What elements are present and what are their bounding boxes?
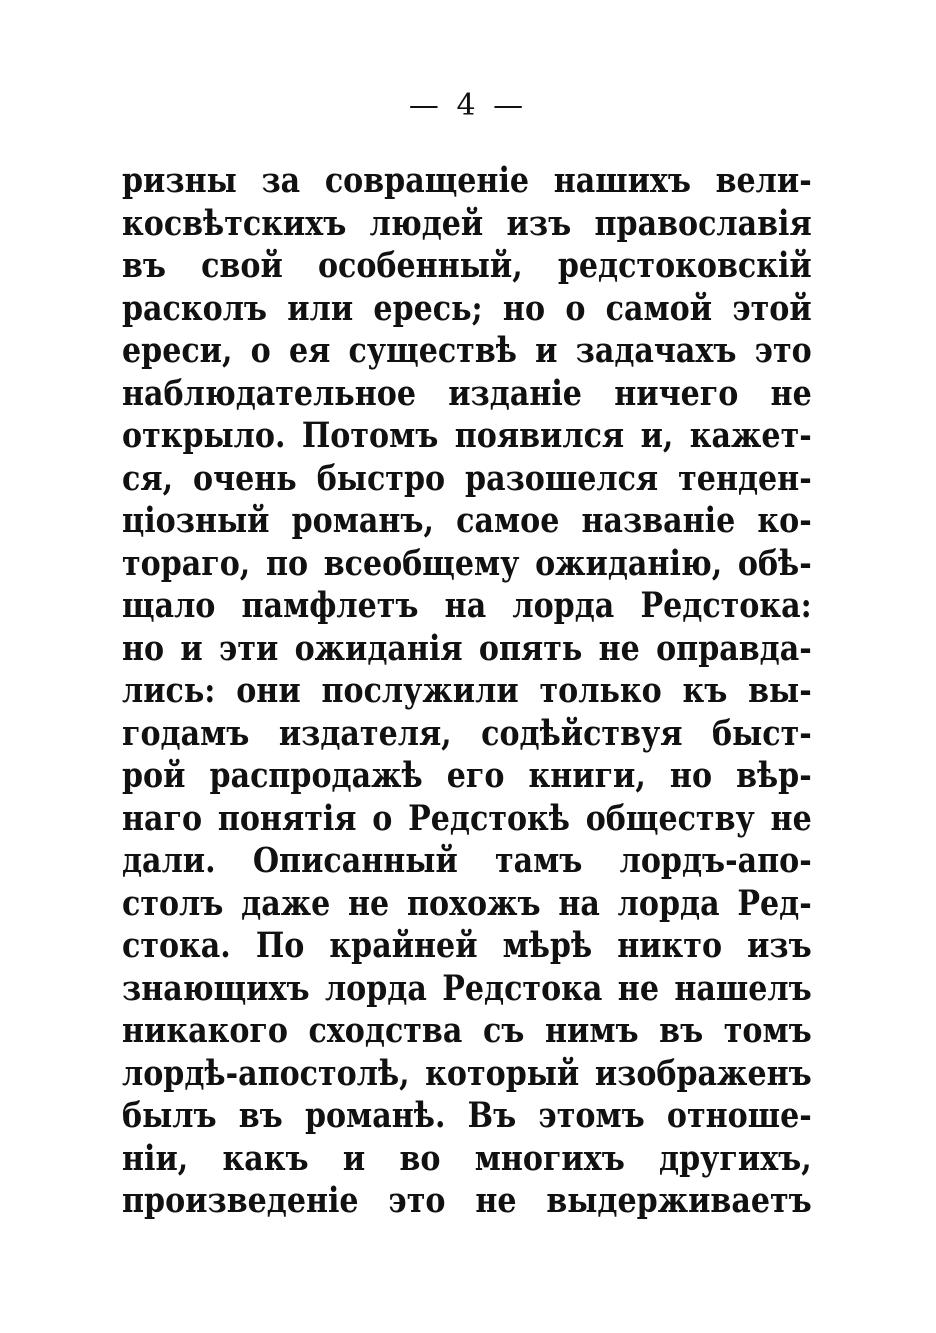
text-line: произведеніе это не выдерживаетъ	[122, 1180, 812, 1221]
text-line: лись: они послужили только къ вы-	[122, 670, 812, 711]
text-line: наго понятія о Редстокѣ обществу не	[122, 797, 812, 839]
text-line: но и эти ожиданія опять не оправда-	[122, 627, 812, 669]
text-line: косвѣтскихъ людей изъ православія	[122, 202, 812, 244]
text-line: ніи, какъ и во многихъ другихъ,	[122, 1137, 812, 1179]
text-line: столъ даже не похожъ на лорда Ред-	[122, 882, 812, 924]
text-line: стока. По крайней мѣрѣ никто изъ	[122, 925, 812, 966]
text-line: наблюдательное изданіе ничего не	[122, 372, 812, 414]
text-line: ризны за совращеніе нашихъ вели-	[122, 160, 812, 201]
text-line: открыло. Потомъ появился и, кажет-	[122, 415, 812, 456]
body-text	[122, 160, 812, 1223]
text-line: ереси, о ея существѣ и задачахъ это	[122, 330, 812, 371]
text-line: ся, очень быстро разошелся тенден-	[122, 457, 812, 499]
text-line: ціозный романъ, самое названіе ко-	[122, 500, 812, 541]
page-number: — 4 —	[408, 88, 528, 123]
text-line: годамъ издателя, содѣйствуя быст-	[122, 712, 812, 754]
text-line: щало памфлетъ на лорда Редстока:	[122, 585, 812, 626]
text-line: въ свой особенный, редстоковскій	[122, 245, 812, 286]
text-line: лордѣ-апостолѣ, который изображенъ	[122, 1052, 812, 1094]
text-line: никакого сходства съ нимъ въ томъ	[122, 1010, 812, 1051]
text-line: былъ въ романѣ. Въ этомъ отноше-	[122, 1095, 812, 1136]
text-line: дали. Описанный тамъ лордъ-апо-	[122, 840, 812, 881]
text-line: тораго, по всеобщему ожиданію, обѣ-	[122, 542, 812, 584]
text-line: расколъ или ересь; но о самой этой	[122, 287, 812, 329]
text-line: рой распродажѣ его книги, но вѣр-	[122, 755, 812, 796]
text-line: знающихъ лорда Редстока не нашелъ	[122, 967, 812, 1009]
